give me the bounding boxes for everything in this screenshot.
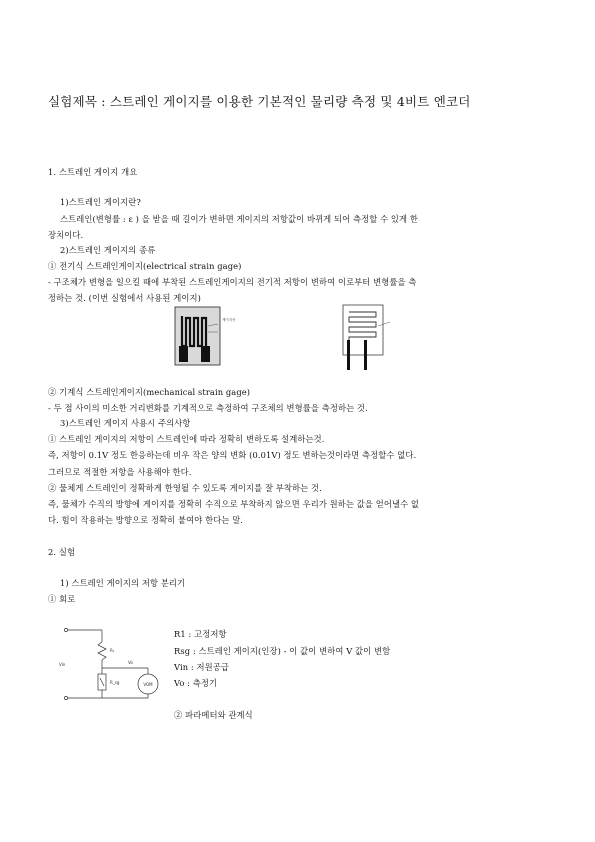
circuit-label-r1: R₁ <box>110 648 115 653</box>
legend-vin: Vin : 저원공급 <box>174 662 229 672</box>
type-2-line-1: - 두 점 사이의 미소한 거리변화를 기계적으로 측정하여 구조체의 변형률을 측정하는 것. <box>48 403 368 413</box>
section-2-heading: 2. 실험 <box>48 547 76 557</box>
type-1-title: ① 전기식 스트레인게이지(electrical strain gage) <box>48 261 242 271</box>
question-1-body-line-1: 스트레인(변형률 : ε ) 을 받을 때 길이가 변하면 게이지의 저항값이 바뀌게 되어 측정할 수 있게 한 <box>60 214 419 224</box>
caution-2-line-2: 즉, 물체가 수직의 방향에 게이지를 정확히 수직으로 부착하지 않으면 우리가 원하는 값을 얻어낼수 없 <box>48 499 420 509</box>
params-title: ② 파라메터와 관계식 <box>174 710 253 720</box>
caution-1-line-1: ① 스트레인 게이지의 저항이 스트레인에 따라 정확히 변하도록 설계하는것. <box>48 434 325 444</box>
section-1-heading: 1. 스트레인 게이지 개요 <box>48 167 138 177</box>
caution-1-line-3: 그러므로 적절한 저항을 사용해야 한다. <box>48 467 192 477</box>
legend-vo: Vo : 측정기 <box>174 678 218 688</box>
voltage-divider-circuit <box>56 620 168 710</box>
circuit-label-rsg: R_sg <box>110 680 120 685</box>
type-2-title: ② 기계식 스트레인게이지(mechanical strain gage) <box>48 387 251 397</box>
section-2-sub-1: 1) 스트레인 게이지의 저항 분리기 <box>60 578 186 588</box>
document-title: 실험제목 : 스트레인 게이지를 이용한 기본적인 물리량 측정 및 4비트 엔코더 <box>48 94 471 109</box>
circuit-label-vin: Vin <box>59 662 66 667</box>
question-3: 3)스트레인 게이지 사용시 주의사항 <box>60 418 191 428</box>
strain-gauge-figure <box>342 304 392 372</box>
caution-1-line-2: 즉, 저항이 0.1V 정도 한응하는데 비우 작은 양의 변화 (0.01V) 정도 변하는것이라면 측정할수 없다. <box>48 450 417 460</box>
legend-r1: R1 : 고정저항 <box>174 629 227 639</box>
caution-2-line-1: ② 물체게 스트레인이 정확하게 한영될 수 있도록 게이지를 잘 부착하는 것. <box>48 483 322 493</box>
meter-label: VOM <box>143 682 153 687</box>
type-1-line-1: - 구조체가 변형을 일으킬 때에 부착된 스트레인게이지의 전기적 저항이 변하여 이로부터 변형률을 측 <box>48 277 417 287</box>
figure-label: 게이지선 <box>222 318 236 322</box>
circuit-label-vo: Vo <box>128 660 133 665</box>
question-2: 2)스트레인 게이지의 종류 <box>60 245 156 255</box>
type-1-line-2: 정하는 것. (이번 실험에서 사용된 게이지) <box>48 293 201 303</box>
question-1: 1)스트레인 게이지란? <box>60 197 141 207</box>
question-1-body-line-2: 장치이다. <box>48 230 84 240</box>
circuit-title: ① 회로 <box>48 594 76 604</box>
electrical-strain-gauge-figure <box>174 306 222 368</box>
legend-rsg: Rsg : 스트레인 게이지(인장) - 이 값이 변하여 V 값이 변함 <box>174 646 391 656</box>
caution-2-line-3: 다. 힘이 작용하는 방향으로 정확히 붙여야 한다는 말. <box>48 515 244 525</box>
